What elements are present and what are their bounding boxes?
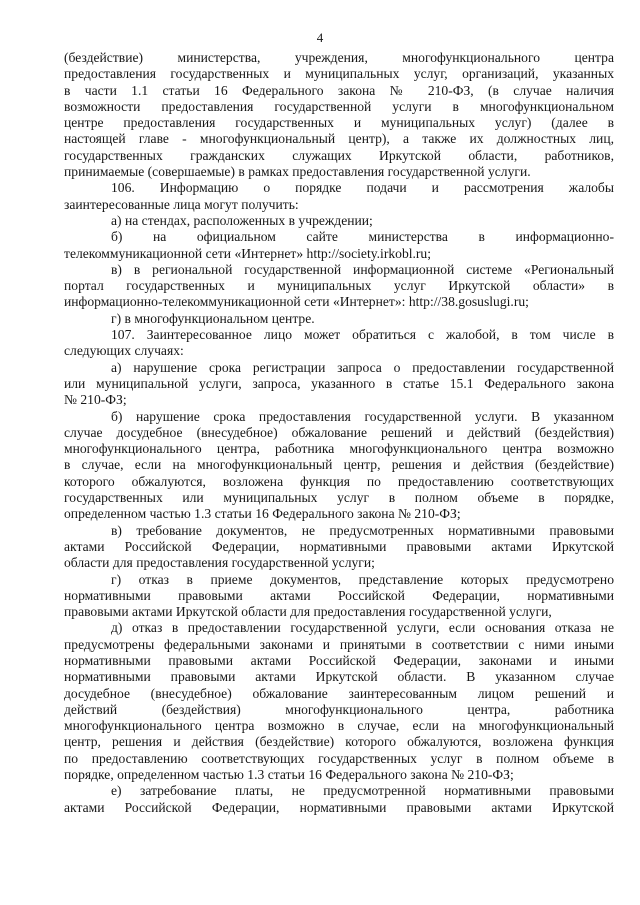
text-line: досудебное (внесудебное) обжалование заинтересованным лицом решений и — [64, 685, 614, 701]
text-line: области для предоставления государственной услуги; — [64, 555, 375, 571]
text-line: следующих случаях: — [64, 343, 184, 359]
text-line: актами Российской Федерации, нормативными правовыми актами Иркутской — [64, 538, 614, 554]
text-line: 107. Заинтересованное лицо может обратиться с жалобой, в том числе в — [111, 327, 614, 343]
text-line: по предоставлению соответствующих государственных услуг в полном объеме в — [64, 750, 614, 766]
text-line: г) отказ в приеме документов, представление которых предусмотрено — [111, 571, 614, 587]
text-line: действий (бездействия) многофункционального центра, работника — [64, 701, 614, 717]
text-line: а) на стендах, расположенных в учреждении; — [111, 212, 373, 228]
text-line: информационно-телекоммуникационной сети «Интернет»: http://38.gosuslugi.ru; — [64, 294, 529, 310]
text-line: б) нарушение срока предоставления государственной услуги. В указанном — [111, 408, 614, 424]
text-line: нормативными правовыми актами Российской Федерации, нормативными — [64, 587, 614, 603]
text-line: центре предоставления государственных и муниципальных услуг) (далее в — [64, 115, 614, 131]
text-line: которого обжалуются, возложена функция по предоставлению соответствующих — [64, 473, 614, 489]
text-line: государственных гражданских служащих Иркутской области, работников, — [64, 147, 614, 163]
text-line: а) нарушение срока регистрации запроса о предоставлении государственной — [111, 359, 614, 375]
text-line: (бездействие) министерства, учреждения, многофункционального центра — [64, 50, 614, 65]
text-line: возможности предоставления государственной услуги в многофункциональном — [64, 98, 614, 114]
text-line: правовыми актами Иркутской области для предоставления государственной услуги, — [64, 604, 552, 620]
text-line: настоящей главе - многофункциональный центр), а также их должностных лиц, — [64, 131, 614, 147]
text-line: предоставления государственных и муниципальных услуг, организаций, указанных — [64, 66, 614, 82]
text-line: актами Российской Федерации, нормативными правовыми актами Иркутской — [64, 799, 614, 815]
text-line: многофункционального центра, работника многофункционального центра возможно — [64, 441, 614, 457]
document-body — [64, 50, 614, 816]
text-line: 106. Информацию о порядке подачи и рассмотрения жалобы — [111, 180, 614, 196]
page-number: 4 — [316, 30, 324, 45]
text-line: г) в многофункциональном центре. — [111, 310, 315, 326]
text-line: определенном частью 1.3 статьи 16 Федерального закона № 210-ФЗ; — [64, 506, 461, 522]
text-line: № 210-ФЗ; — [64, 392, 127, 408]
text-line: принимаемые (совершаемые) в рамках предоставления государственной услуги. — [64, 164, 531, 180]
text-line: д) отказ в предоставлении государственной услуги, если основания отказа не — [111, 620, 614, 636]
text-line: случае досудебное (внесудебное) обжалование решений и действий (бездействия) — [64, 424, 614, 440]
text-line: нормативными правовыми актами Иркутской области. В указанном случае — [64, 669, 614, 685]
text-line: нормативными правовыми актами Российской Федерации, законами и иными — [64, 652, 614, 668]
text-line: государственных или муниципальных услуг в полном объеме в порядке, — [64, 490, 614, 506]
text-line: б) на официальном сайте министерства в информационно- — [111, 229, 614, 245]
text-line: е) затребование платы, не предусмотренной нормативными правовыми — [111, 783, 614, 799]
text-line: предусмотрены федеральными законами и принятыми в соответствии с ними иными — [64, 636, 614, 652]
text-line: порядке, определенном частью 1.3 статьи 16 Федерального закона № 210-ФЗ; — [64, 767, 514, 783]
text-line: в) требование документов, не предусмотренных нормативными правовыми — [111, 522, 614, 538]
text-line: телекоммуникационной сети «Интернет» http://society.irkobl.ru; — [64, 245, 432, 261]
text-line: заинтересованные лица могут получить: — [64, 196, 299, 212]
text-line: портал государственных и муниципальных услуг Иркутской области» в — [64, 278, 614, 294]
text-line: многофункционального центра возможно в случае, если на многофункциональный — [64, 718, 614, 734]
text-line: в случае, если на многофункциональный центр, решения и действия (бездействие) — [64, 457, 614, 473]
text-line: центр, решения и действия (бездействие) которого обжалуются, возложена функция — [64, 734, 614, 750]
text-line: в части 1.1 статьи 16 Федерального закона № 210-ФЗ, (в случае наличия — [64, 82, 614, 98]
text-line: в) в региональной государственной информационной системе «Региональный — [111, 261, 614, 277]
text-line: или муниципальной услуги, запроса, указанного в статье 15.1 Федерального закона — [64, 375, 614, 391]
